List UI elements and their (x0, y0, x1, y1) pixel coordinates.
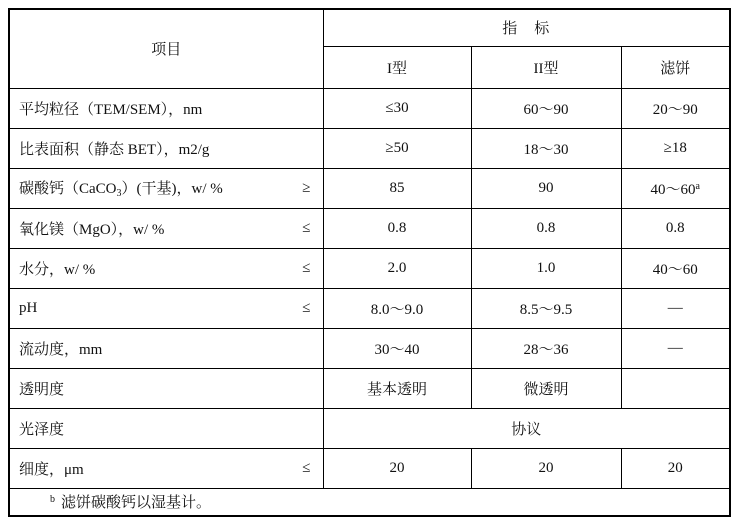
table-row-particle-size (9, 88, 730, 128)
value-cell: ≤30 (323, 88, 471, 128)
value-cell: 28～36 (471, 328, 621, 368)
table-row-gloss (9, 408, 730, 448)
value-cell-with-footnote-ref: 40～60$^a$ (621, 168, 730, 208)
row-label-cell (9, 88, 323, 128)
row-label: 透明度 (19, 381, 65, 398)
row-label-cell (9, 448, 323, 488)
row-label: pH (19, 299, 38, 316)
row-label: 比表面积（静态 BET），m2/g (19, 141, 210, 158)
col-header-type1: I型 (323, 46, 471, 88)
value-cell: 18～30 (471, 128, 621, 168)
value-cell: 8.5～9.5 (471, 288, 621, 328)
row-label-cell (9, 288, 323, 328)
row-label: 氧化镁（MgO），w/ % (19, 221, 165, 238)
row-label-cell (9, 128, 323, 168)
table-row-ph (9, 288, 730, 328)
value-cell: 20 (471, 448, 621, 488)
header-index-cell: 指 标 (323, 9, 730, 46)
value-cell: 90 (471, 168, 621, 208)
value-cell: 85 (323, 168, 471, 208)
col-header-type2: II型 (471, 46, 621, 88)
row-limit-symbol: ≤ (302, 299, 311, 316)
table-row-caco3 (9, 168, 730, 208)
header-row-index (9, 9, 730, 46)
value-cell: 60～90 (471, 88, 621, 128)
value-cell: 0.8 (323, 208, 471, 248)
value-cell: 1.0 (471, 248, 621, 288)
value-cell: — (621, 328, 730, 368)
value-cell: 20 (621, 448, 730, 488)
table-row-fluidity (9, 328, 730, 368)
row-label-cell (9, 168, 323, 208)
row-label: 光泽度 (19, 421, 65, 438)
value-cell: 30～40 (323, 328, 471, 368)
value-cell: — (621, 288, 730, 328)
value-cell: 40～60 (621, 248, 730, 288)
col-header-filter-cake: 滤饼 (621, 46, 730, 88)
table-row-surface-area (9, 128, 730, 168)
row-limit-symbol: ≤ (302, 219, 311, 236)
value-cell-empty (621, 368, 730, 408)
spec-table (8, 8, 731, 517)
value-cell: 20 (323, 448, 471, 488)
footnote (9, 488, 730, 516)
row-label-cell (9, 368, 323, 408)
row-limit-symbol: ≤ (302, 259, 311, 276)
row-label: 平均粒径（TEM/SEM），nm (19, 101, 203, 118)
value-cell: 20～90 (621, 88, 730, 128)
value-cell: ≥50 (323, 128, 471, 168)
row-label-cell (9, 248, 323, 288)
value-cell: 基本透明 (323, 368, 471, 408)
value-cell: 0.8 (471, 208, 621, 248)
value-cell: 0.8 (621, 208, 730, 248)
row-label: 碳酸钙（CaCO$_3$）(干基)，w/ % (19, 181, 223, 199)
row-label-cell (9, 408, 323, 448)
footnote-marker-b: b (50, 494, 55, 506)
value-cell: 2.0 (323, 248, 471, 288)
header-item-cell: 项目 (9, 9, 323, 88)
table-row-fineness (9, 448, 730, 488)
table-row-transparency (9, 368, 730, 408)
subscript: 3 (116, 188, 122, 199)
row-label: 细度，μm (19, 461, 84, 478)
value-cell: 微透明 (471, 368, 621, 408)
row-label: 流动度，mm (19, 341, 103, 358)
row-limit-symbol: ≥ (302, 179, 311, 196)
footnote-text: 滤饼碳酸钙以湿基计。 (61, 495, 212, 512)
row-limit-symbol: ≤ (302, 459, 311, 476)
row-label-cell (9, 208, 323, 248)
value-cell: 8.0～9.0 (323, 288, 471, 328)
table-row-mgo (9, 208, 730, 248)
footnote-row (9, 488, 730, 516)
row-label-cell (9, 328, 323, 368)
value-cell: ≥18 (621, 128, 730, 168)
row-label: 水分，w/ % (19, 261, 96, 278)
footnote-ref-a: a (695, 180, 700, 192)
merged-value-cell: 协议 (323, 408, 730, 448)
table-row-moisture (9, 248, 730, 288)
